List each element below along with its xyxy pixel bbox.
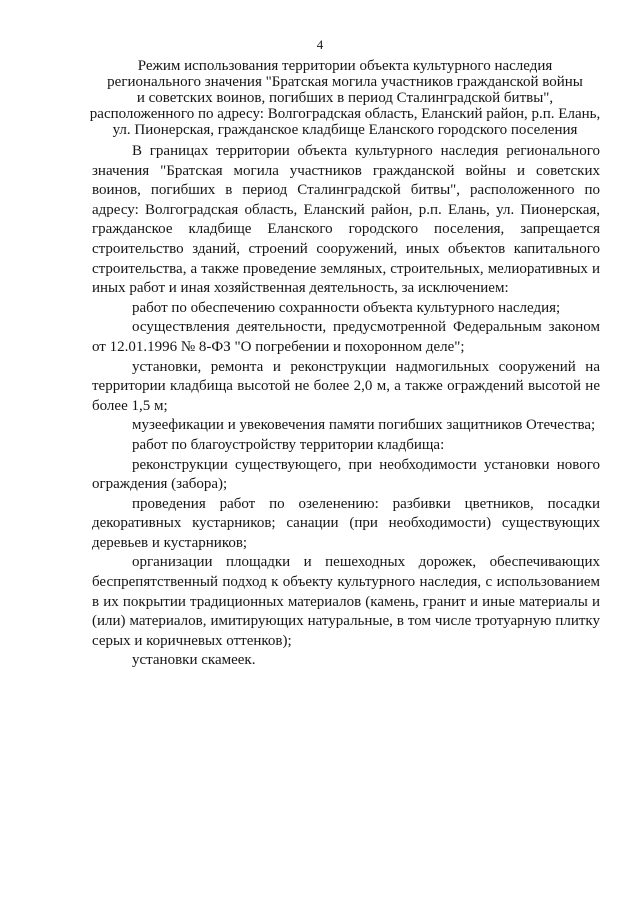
exception-item: музеефикации и увековечения памяти погибших защитников Отечества; [132, 417, 596, 434]
improvement-item: организации площадки и пешеходных дорожек, обеспечивающих беспрепятственный подход к объекту культурного наследия, с использованием в их покрытии традиционных материалов (камень, гранит и иные материалы и (или) материалов, имитирующих натуральные, в том числе тротуарную плитку серых и коричневых оттенков); [92, 554, 600, 649]
title-line: и советских воинов, погибших в период Сталинградской битвы", [136, 90, 554, 106]
page-number: 4 [316, 37, 324, 52]
document-body [92, 142, 600, 671]
improvement-item: проведения работ по озеленению: разбивки цветников, посадки декоративных кустарников; санации (при необходимости) существующих деревьев и кустарников; [92, 495, 600, 551]
title-line: ул. Пионерская, гражданское кладбище Еланского городского поселения [112, 122, 578, 138]
improvement-item: реконструкции существующего, при необходимости установки нового ограждения (забора); [92, 456, 600, 493]
intro-paragraph: В границах территории объекта культурного наследия регионального значения "Братская могила участников гражданской войны и советских воинов, погибших в период Сталинградской битвы", расположенного по адресу: Волгоградская область, Еланский район, р.п. Елань, ул. Пионерская, гражданское кладбище Еланского городского поселения, запрещается строительство зданий, строений сооружений, иных объектов капитального строительства, а также проведение земляных, строительных, мелиоративных и иных работ и иная хозяйственная деятельность, за исключением: [92, 143, 600, 297]
exception-item: установки, ремонта и реконструкции надмогильных сооружений на территории кладбища высотой не более 2,0 м, а также ограждений высотой не более 1,5 м; [92, 358, 600, 414]
title-line: расположенного по адресу: Волгоградская область, Еланский район, р.п. Елань, [89, 106, 601, 122]
title-line: регионального значения "Братская могила участников гражданской войны [107, 74, 583, 90]
exception-item: работ по обеспечению сохранности объекта культурного наследия; [132, 299, 561, 316]
exception-item: осуществления деятельности, предусмотренной Федеральным законом от 12.01.1996 № 8-ФЗ "О погребении и похоронном деле"; [92, 319, 600, 355]
improvement-item: установки скамеек. [132, 652, 256, 669]
title-line: Режим использования территории объекта культурного наследия [137, 58, 553, 74]
document-title [80, 58, 610, 138]
exception-item: работ по благоустройству территории кладбища: [132, 436, 445, 453]
